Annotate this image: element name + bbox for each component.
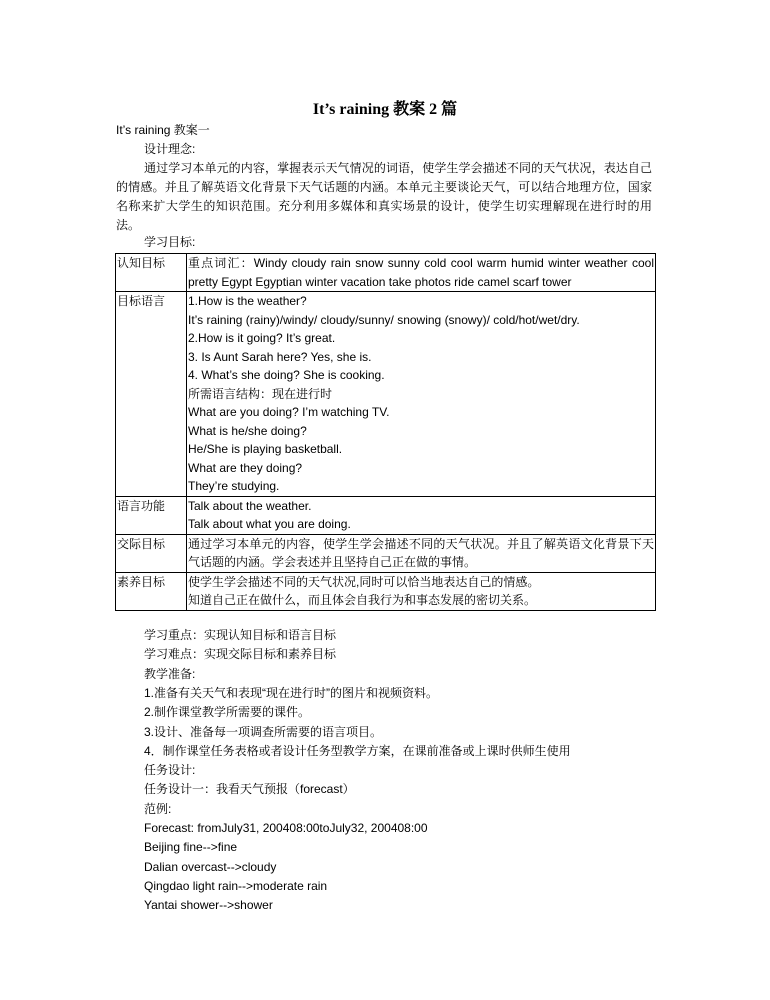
text-line: Beijing fine-->fine xyxy=(144,840,238,855)
row-content-line: Talk about what you are doing. xyxy=(188,517,351,531)
row-content-line: What are you doing? I’m watching TV. xyxy=(188,405,390,419)
text-line: 任务设计: xyxy=(144,763,196,778)
row-label: 认知目标 xyxy=(116,254,187,292)
row-content-line: 使学生学会描述不同的天气状况,同时可以恰当地表达自己的情感。 xyxy=(188,574,540,589)
design-concept-heading: 设计理念: xyxy=(144,142,196,156)
table-row xyxy=(116,534,656,572)
table-row xyxy=(116,572,656,610)
document-subtitle: It’s raining 教案一 xyxy=(116,123,210,137)
text-line: 3.设计、准备每一项调查所需要的语言项目。 xyxy=(144,724,383,739)
row-content xyxy=(187,534,656,572)
row-content-line: Talk about the weather. xyxy=(188,498,312,513)
text-line: Qingdao light rain-->moderate rain xyxy=(144,878,328,893)
row-label: 语言功能 xyxy=(116,496,187,534)
table-row xyxy=(116,496,656,534)
text-line: 学习重点：实现认知目标和语言目标 xyxy=(144,628,337,642)
row-content-line: 所需语言结构：现在进行时 xyxy=(188,386,333,401)
text-line: 2.制作课堂教学所需要的课件。 xyxy=(144,705,311,720)
text-line: Forecast: fromJuly31, 200408:00toJuly32, 200408:00 xyxy=(144,821,428,835)
text-line: 4．制作课堂任务表格或者设计任务型教学方案，在课前准备或上课时供师生使用 xyxy=(144,743,571,758)
row-label: 交际目标 xyxy=(116,534,187,572)
row-content-line: What is he/she doing? xyxy=(188,423,307,438)
row-content-line: 通过学习本单元的内容，使学生学会描述不同的天气状况。并且了解英语文化背景下天气话题的内涵。学会表述并且坚持自己正在做的事情。 xyxy=(188,536,654,569)
row-content-line: He/She is playing basketball. xyxy=(188,442,343,456)
row-label: 目标语言 xyxy=(116,292,187,497)
row-content xyxy=(187,496,656,534)
text-line: 范例: xyxy=(144,801,172,816)
text-line: 任务设计一：我看天气预报（forecast） xyxy=(144,782,355,797)
row-content-line: 3. Is Aunt Sarah here? Yes, she is. xyxy=(188,349,372,364)
design-concept-paragraph: 通过学习本单元的内容，掌握表示天气情况的词语，使学生学会描述不同的天气状况，表达自己的情感。并且了解英语文化背景下天气话题的内涵。本单元主要谈论天气，可以结合地理方位，国家名称来扩大学生的知识范围。充分利用多媒体和真实场景的设计，使学生切实理解现在进行时的用法。 xyxy=(116,161,652,232)
row-content-line: What are they doing? xyxy=(188,460,303,475)
row-content-line: 4. What’s she doing? She is cooking. xyxy=(188,368,385,382)
objectives-table xyxy=(115,253,656,611)
objectives-heading: 学习目标: xyxy=(144,235,196,249)
row-content-line: 重点词汇：Windy cloudy rain snow sunny cold cool warm humid winter weather cool pretty Egypt Egyptian winter vacation take photos ride camel scarf tower xyxy=(188,256,654,289)
row-label: 素养目标 xyxy=(116,572,187,610)
row-content-line: 2.How is it going? It’s great. xyxy=(188,331,336,345)
table-row xyxy=(116,292,656,497)
row-content xyxy=(187,292,656,497)
row-content xyxy=(187,254,656,292)
text-line: Dalian overcast-->cloudy xyxy=(144,859,277,874)
text-line: Yantai shower-->shower xyxy=(144,898,273,913)
row-content xyxy=(187,572,656,610)
text-line: 学习难点：实现交际目标和素养目标 xyxy=(144,647,337,662)
row-content-line: They’re studying. xyxy=(188,479,280,493)
table-row xyxy=(116,254,656,292)
document-title: It’s raining 教案 2 篇 xyxy=(312,101,458,118)
text-line: 1.准备有关天气和表现“现在进行时”的图片和视频资料。 xyxy=(144,685,439,700)
row-content-line: 1.How is the weather? xyxy=(188,294,307,308)
row-content-line: It’s raining (rainy)/windy/ cloudy/sunny/ snowing (snowy)/ cold/hot/wet/dry. xyxy=(188,312,580,327)
row-content-line: 知道自己正在做什么，而且体会自我行为和事态发展的密切关系。 xyxy=(188,593,537,607)
text-line: 教学准备: xyxy=(144,666,196,681)
